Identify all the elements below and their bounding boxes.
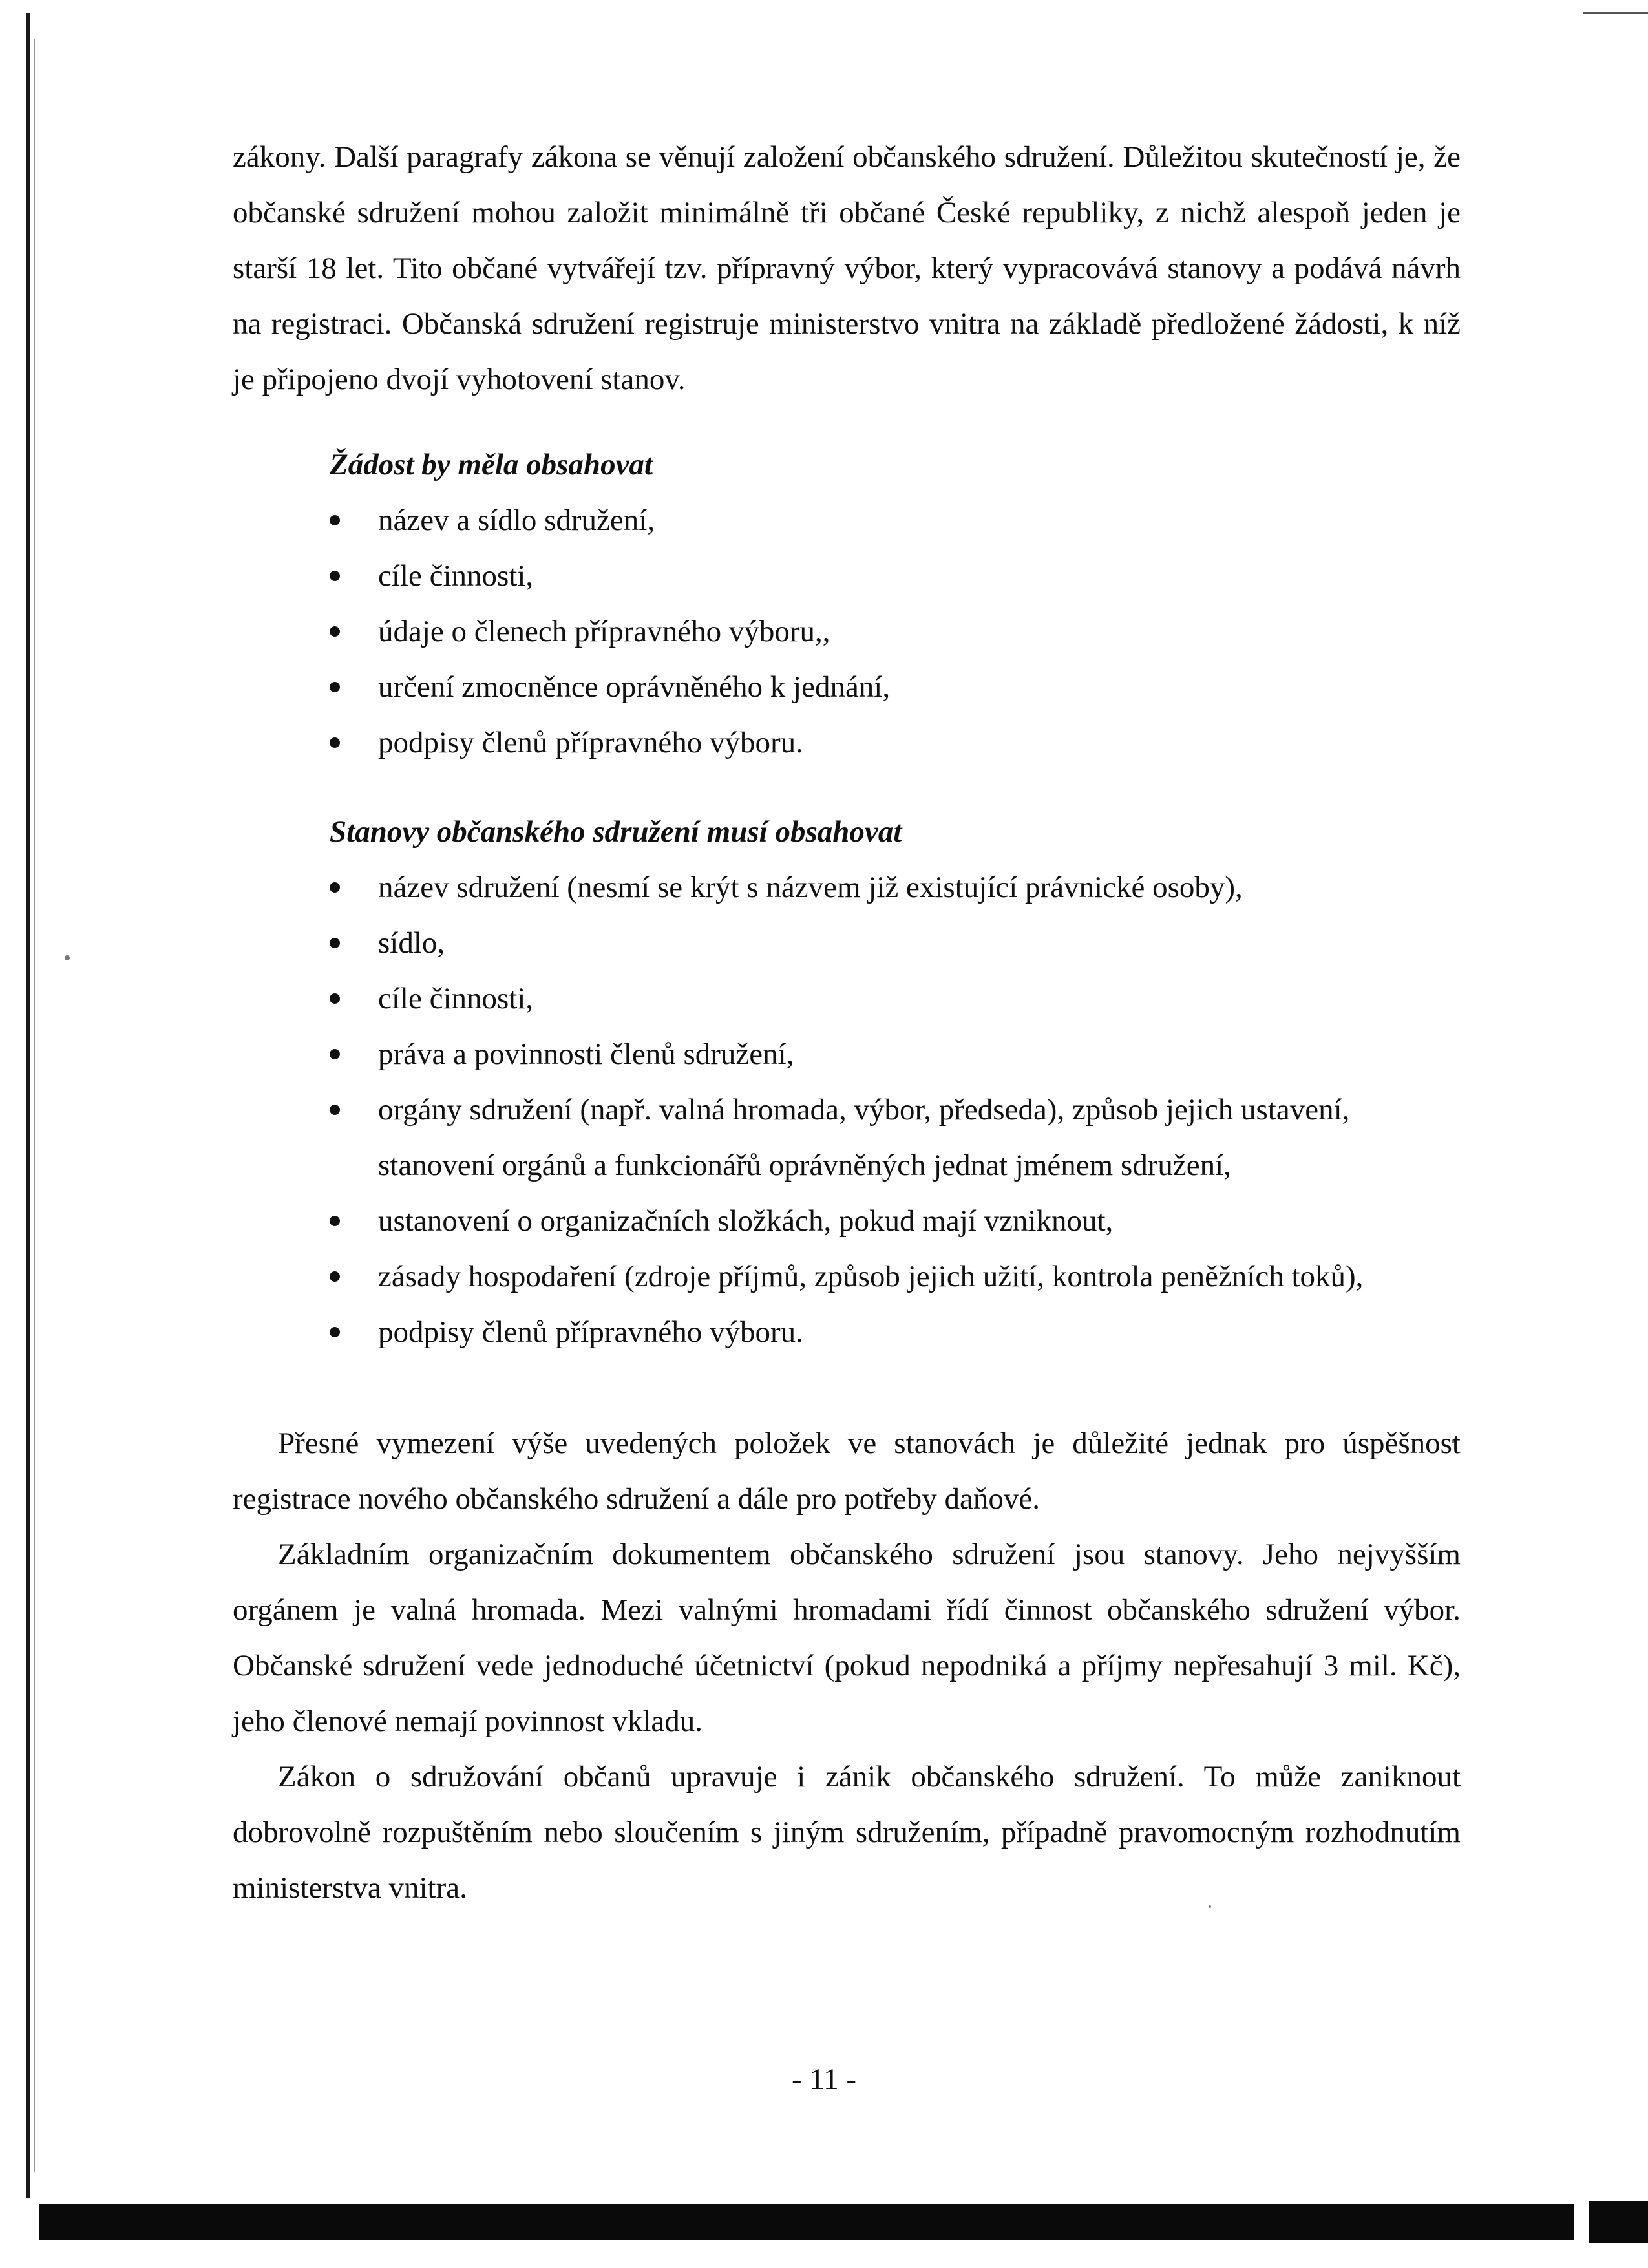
body-paragraph: Přesné vymezení výše uvedených položek ve stanovách je důležité jednak pro úspěšnost registrace nového občanského sdružení a dále pro potřeby daňové. (233, 1426, 1461, 1516)
scan-edge-bottom-corner (1589, 2201, 1648, 2243)
bullet-icon (330, 1271, 340, 1282)
statutes-heading: Stanovy občanského sdružení musí obsahovat (330, 815, 902, 849)
scan-speck (65, 955, 70, 960)
bullet-icon (330, 682, 340, 692)
scan-edge-left-shadow (34, 39, 35, 2172)
bullet-icon (330, 882, 340, 893)
application-list (233, 493, 1461, 770)
list-item: cíle činnosti, (233, 971, 1461, 1026)
bullet-icon (330, 626, 340, 637)
list-item: určení zmocněnce oprávněného k jednání, (233, 659, 1461, 715)
scan-edge-left (26, 13, 30, 2198)
body-paragraph: Základním organizačním dokumentem občanského sdružení jsou stanovy. Jeho nejvyšším orgánem je valná hromada. Mezi valnými hromadami řídí činnost občanského sdružení výbor. Občanské sdružení vede jednoduché účetnictví (pokud nepodniká a příjmy nepřesahují 3 mil. Kč), jeho členové nemají povinnost vkladu. (233, 1538, 1461, 1738)
application-heading: Žádost by měla obsahovat (330, 448, 653, 482)
statutes-list (233, 860, 1461, 1360)
list-item: práva a povinnosti členů sdružení, (233, 1026, 1461, 1082)
list-item: zásady hospodaření (zdroje příjmů, způsob jejich užití, kontrola peněžních toků), (233, 1249, 1461, 1304)
list-item: cíle činnosti, (233, 548, 1461, 604)
scan-edge-bottom (39, 2204, 1574, 2240)
bullet-icon (330, 993, 340, 1004)
bullet-icon (330, 1049, 340, 1059)
list-item: orgány sdružení (např. valná hromada, výbor, předseda), způsob jejich ustavení, stanovení orgánů a funkcionářů oprávněných jednat jménem sdružení, (233, 1082, 1461, 1193)
list-item: podpisy členů přípravného výboru. (233, 715, 1461, 770)
list-item: podpisy členů přípravného výboru. (233, 1304, 1461, 1360)
page-number: - 11 - (791, 2062, 857, 2096)
bullet-icon (330, 515, 340, 525)
list-item: název sdružení (nesmí se krýt s názvem již existující právnické osoby), (233, 860, 1461, 915)
list-item: ustanovení o organizačních složkách, pokud mají vzniknout, (233, 1193, 1461, 1249)
bullet-icon (330, 1216, 340, 1226)
document-page (233, 129, 1461, 1916)
bullet-icon (330, 1327, 340, 1337)
list-item: údaje o členech přípravného výboru,, (233, 604, 1461, 659)
bullet-icon (330, 737, 340, 748)
scan-edge-top (1583, 12, 1648, 14)
bullet-icon (330, 1105, 340, 1115)
bullet-icon (330, 571, 340, 581)
list-item: název a sídlo sdružení, (233, 493, 1461, 548)
body-paragraph: Zákon o sdružování občanů upravuje i zánik občanského sdružení. To může zaniknout dobrovolně rozpuštěním nebo sloučením s jiným sdružením, případně pravomocným rozhodnutím ministerstva vnitra. (233, 1760, 1461, 1905)
list-item: sídlo, (233, 915, 1461, 971)
bullet-icon (330, 938, 340, 948)
intro-paragraph: zákony. Další paragrafy zákona se věnují založení občanského sdružení. Důležitou skutečností je, že občanské sdružení mohou založit minimálně tři občané České republiky, z nichž alespoň jeden je starší 18 let. Tito občané vytvářejí tzv. přípravný výbor, který vypracovává stanovy a podává návrh na registraci. Občanská sdružení registruje ministerstvo vnitra na základě předložené žádosti, k níž je připojeno dvojí vyhotovení stanov. (233, 140, 1461, 396)
